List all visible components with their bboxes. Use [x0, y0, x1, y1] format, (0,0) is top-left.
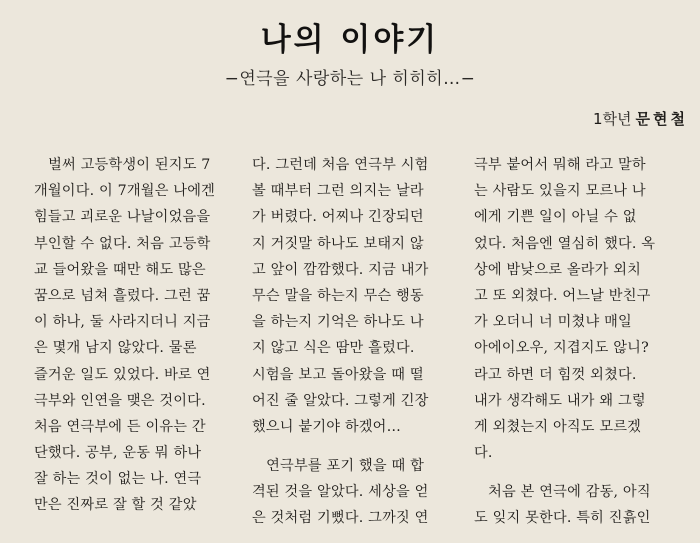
body-text-line: 단했다. 공부, 운동 뭐 하나: [34, 445, 202, 462]
body-text-line: 아에이오우, 지겹지도 않니?: [474, 340, 649, 357]
body-text-line: 을 하는지 기억은 하나도 나: [252, 314, 424, 331]
body-text-line: 시험을 보고 돌아왔을 때 떨: [252, 366, 424, 383]
body-text-line: 연극부를 포기 했을 때 합: [252, 458, 425, 475]
author-byline: [593, 108, 688, 129]
body-text-line: 은 몇개 남지 않았다. 물론: [34, 340, 197, 357]
body-text-line: 는 사람도 있을지 모르나 나: [474, 183, 646, 200]
body-text-line: 내가 생각해도 내가 왜 그렇: [474, 392, 646, 409]
body-text-line: 부인할 수 없다. 처음 고등학: [34, 235, 211, 252]
text-column-2: [252, 152, 448, 532]
body-text-line: 했으니 붙기야 하겠어…: [252, 418, 401, 435]
body-text-line: 볼 때부터 그런 의지는 날라: [252, 183, 424, 200]
body-text-line: 개월이다. 이 7개월은 나에겐: [34, 183, 216, 200]
body-text-line: 가 오더니 너 미쳤냐 매일: [474, 314, 632, 331]
body-text-line: 은 것처럼 기뻤다. 그까짓 연: [252, 510, 429, 527]
body-text-line: 잘 하는 것이 없는 나. 연극: [34, 471, 202, 488]
body-text-line: 라고 하면 더 힘껏 외쳤다.: [474, 366, 637, 383]
body-text-line: 고 또 외쳤다. 어느날 반친구: [474, 287, 651, 304]
body-text-line: 지 거짓말 하나도 보태지 않: [252, 235, 424, 252]
body-text-line: 지 않고 식은 땀만 흘렀다.: [252, 340, 415, 357]
body-text-line: 극부와 인연을 맺은 것이다.: [34, 392, 206, 409]
body-text-line: 격된 것을 알았다. 세상을 얻: [252, 484, 429, 501]
author-grade: 1학년: [592, 110, 632, 128]
body-text-line: 처음 연극부에 든 이유는 간: [34, 418, 206, 435]
body-text-line: 꿈으로 넘쳐 흘렀다. 그런 꿈: [34, 287, 211, 304]
body-text-line: 에게 기쁜 일이 아닐 수 없: [474, 209, 637, 226]
paragraph-gap: [252, 440, 448, 453]
body-text-line: 었다. 처음엔 열심히 했다. 옥: [474, 235, 656, 252]
text-column-3: [474, 152, 670, 532]
body-text-line: 교 들어왔을 때만 해도 많은: [34, 261, 206, 278]
paragraph-gap: [474, 466, 670, 479]
body-text-line: 게 외쳤는지 아직도 모르겠: [474, 418, 642, 435]
body-text-line: 이 하나, 둘 사라지더니 지금: [34, 314, 211, 331]
body-text-line: 도 잊지 못한다. 특히 진흙인: [474, 510, 651, 527]
text-column-1: [34, 152, 230, 519]
author-name: 문현철: [635, 110, 688, 128]
body-text-line: 무슨 말을 하는지 무슨 행동: [252, 287, 424, 304]
article-subtitle: −연극을 사랑하는 나 히히히…−: [224, 69, 476, 89]
article-title: 나의 이야기: [260, 22, 440, 58]
body-text-line: 고 앞이 깜깜했다. 지금 내가: [252, 261, 429, 278]
body-text-line: 다. 그런데 처음 연극부 시험: [252, 157, 429, 173]
body-text-line: 벌써 고등학생이 된지도 7: [34, 157, 211, 173]
body-text-line: 만은 진짜로 잘 할 것 같았: [34, 497, 197, 514]
body-text-line: 다.: [474, 445, 493, 462]
body-text-line: 처음 본 연극에 감동, 아직: [474, 484, 651, 501]
body-text-line: 극부 붙어서 뭐해 라고 말하: [474, 157, 646, 173]
body-text-line: 어진 줄 알았다. 그렇게 긴장: [252, 392, 429, 409]
body-text-line: 즐거운 일도 있었다. 바로 연: [34, 366, 211, 383]
body-text-line: 상에 밤낮으로 올라가 외치: [474, 261, 642, 278]
body-text-line: 힘들고 괴로운 나날이었음을: [34, 209, 211, 226]
body-text-line: 가 버렸다. 어찌나 긴장되던: [252, 209, 424, 226]
